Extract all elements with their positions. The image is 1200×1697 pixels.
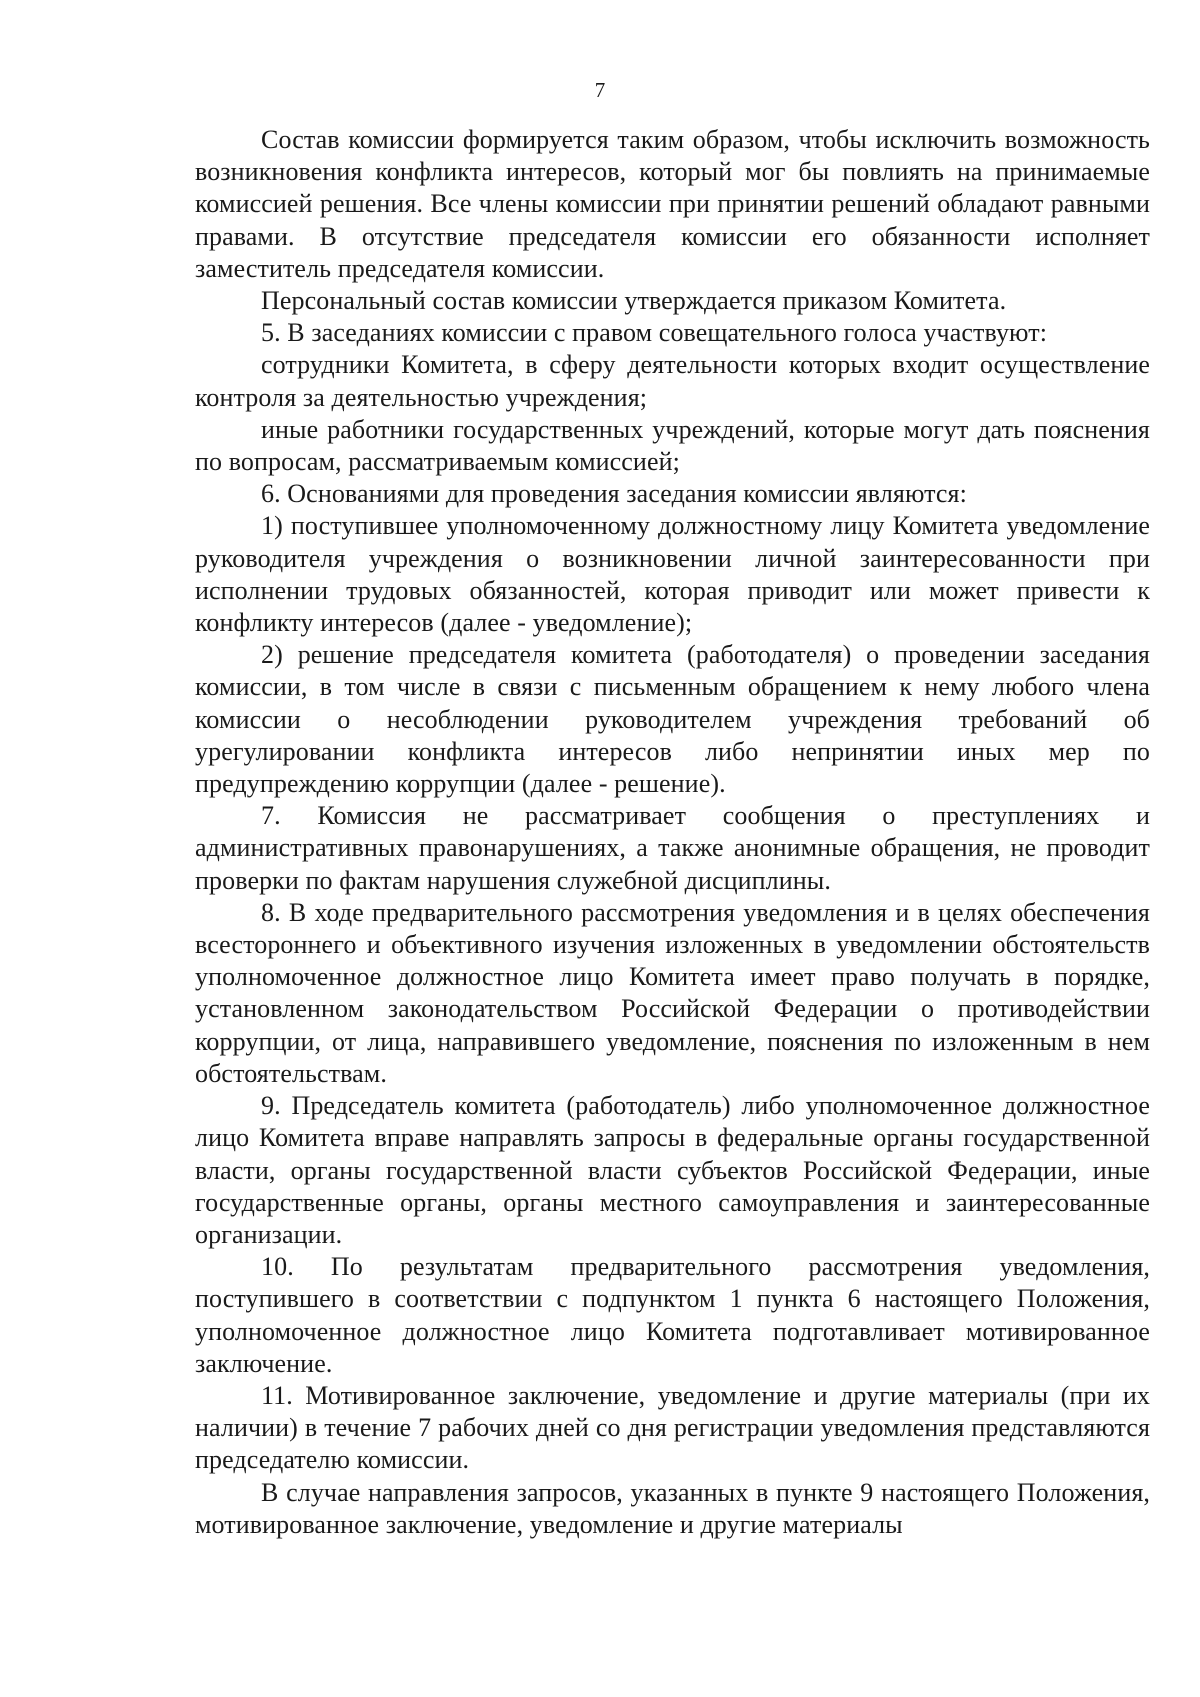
paragraph-committee-employees: сотрудники Комитета, в сферу деятельности которых входит осуществление контроля за деятельностью учреждения; bbox=[195, 350, 1150, 412]
paragraph-other-workers: иные работники государственных учреждений, которые могут дать пояснения по вопросам, рассматриваемым комиссией; bbox=[195, 414, 1150, 477]
paragraph-item-6-1: 1) поступившее уполномоченному должностному лицу Комитета уведомление руководителя учреждения о возникновении личной заинтересованности при исполнении трудовых обязанностей, которая приводит или может привести к конфликту интересов (далее - уведомление); bbox=[195, 511, 1150, 638]
paragraph-item-6: 6. Основаниями для проведения заседания комиссии являются: bbox=[261, 479, 967, 509]
document-body bbox=[195, 124, 1150, 1541]
page-number: 7 bbox=[594, 78, 606, 102]
paragraph-item-5: 5. В заседаниях комиссии с правом совещательного голоса участвуют: bbox=[261, 318, 1048, 348]
paragraph-personal-composition: Персональный состав комиссии утверждается приказом Комитета. bbox=[261, 286, 1007, 316]
paragraph-requests-case: В случае направления запросов, указанных в пункте 9 настоящего Положения, мотивированное заключение, уведомление и другие материалы bbox=[195, 1477, 1150, 1539]
paragraph-item-7: 7. Комиссия не рассматривает сообщения о преступлениях и административных правонарушениях, а также анонимные обращения, не проводит проверки по фактам нарушения служебной дисциплины. bbox=[195, 801, 1150, 895]
paragraph-item-10: 10. По результатам предварительного рассмотрения уведомления, поступившего в соответствии с подпунктом 1 пункта 6 настоящего Положения, уполномоченное должностное лицо Комитета подготавливает мотивированное заключение. bbox=[195, 1252, 1150, 1378]
paragraph-commission-composition: Состав комиссии формируется таким образом, чтобы исключить возможность возникновения конфликта интересов, который мог бы повлиять на принимаемые комиссией решения. Все члены комиссии при принятии решений обладают равными правами. В отсутствие председателя комиссии его обязанности исполняет заместитель председателя комиссии. bbox=[195, 125, 1150, 283]
paragraph-item-9: 9. Председатель комитета (работодатель) либо уполномоченное должностное лицо Комитета вправе направлять запросы в федеральные органы государственной власти, органы государственной власти субъектов Российской Федерации, иные государственные органы, органы местного самоуправления и заинтересованные организации. bbox=[195, 1091, 1150, 1249]
paragraph-item-6-2: 2) решение председателя комитета (работодателя) о проведении заседания комиссии, в том числе в связи с письменным обращением к нему любого члена комиссии о несоблюдении руководителем учреждения требований об урегулировании конфликта интересов либо непринятии иных мер по предупреждению коррупции (далее - решение). bbox=[195, 640, 1150, 799]
paragraph-item-11: 11. Мотивированное заключение, уведомление и другие материалы (при их наличии) в течение 7 рабочих дней со дня регистрации уведомления представляются председателю комиссии. bbox=[195, 1380, 1150, 1475]
paragraph-item-8: 8. В ходе предварительного рассмотрения уведомления и в целях обеспечения всестороннего и объективного изучения изложенных в уведомлении обстоятельств уполномоченное должностное лицо Комитета имеет право получать в порядке, установленном законодательством Российской Федерации о противодействии коррупции, от лица, направившего уведомление, пояснения по изложенным в нем обстоятельствам. bbox=[195, 897, 1150, 1088]
